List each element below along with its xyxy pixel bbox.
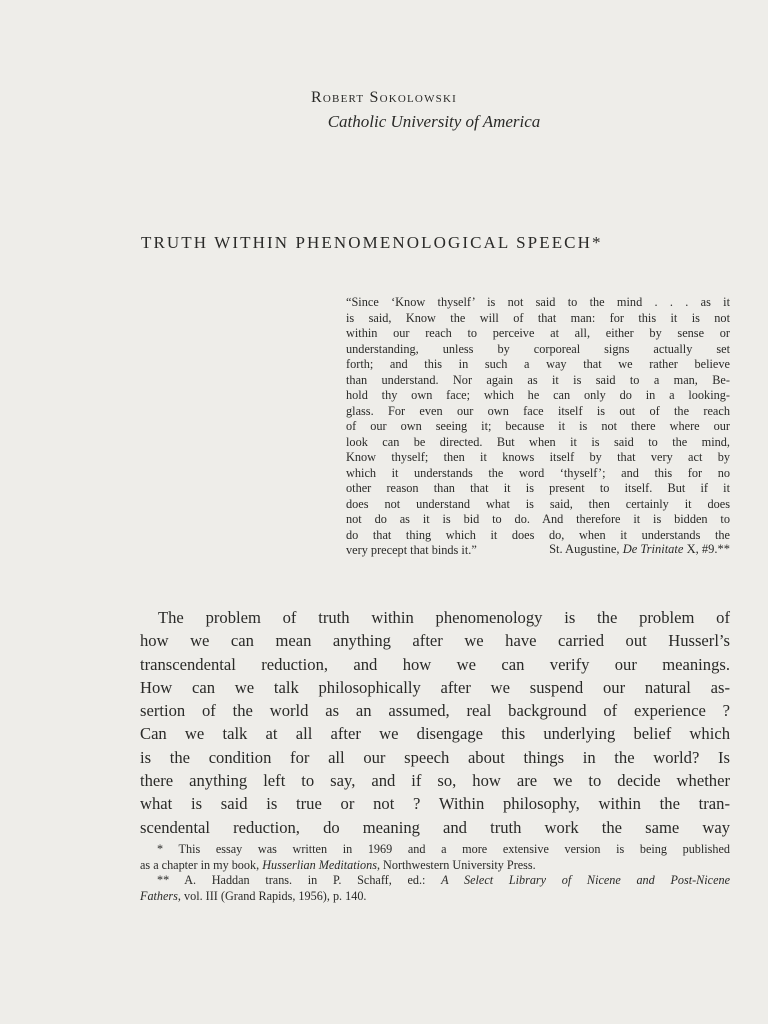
- attribution-reference: X, #9.**: [686, 542, 730, 556]
- epigraph-line: is said, Know the will of that man: for this it is not: [346, 310, 730, 325]
- body-line: what is said is true or not ? Within philosophy, within the tran-: [140, 794, 730, 814]
- epigraph-line: not do as it is bid to do. And therefore it is bidden to: [346, 512, 730, 526]
- epigraph-line: understanding, unless by corporeal signs actually set: [346, 341, 730, 356]
- footnote-1-book-title: Husserlian Meditations: [262, 857, 377, 872]
- epigraph-line: forth; and this in such a way that we rather believe: [346, 357, 730, 371]
- epigraph-line: look can be directed. But when it is said to the mind,: [346, 434, 730, 449]
- epigraph-line: than understand. Nor again as it is said to a man, Be-: [346, 372, 730, 387]
- epigraph-line: “Since ‘Know thyself’ is not said to the mind . . . as it: [346, 295, 730, 309]
- epigraph-line: which it understands the word ‘thyself’; and this for no: [346, 465, 730, 480]
- footnote-2-series-title: A Select Library of Nicene and Post-Nicene: [441, 873, 731, 887]
- footnote-2-publication: , vol. III (Grand Rapids, 1956), p. 140.: [177, 888, 367, 903]
- epigraph-attribution: [346, 541, 730, 557]
- footnote-1-line: * This essay was written in 1969 and a more extensive version is being published: [157, 842, 730, 856]
- body-line: how we can mean anything after we have carried out Husserl’s: [140, 631, 730, 651]
- body-line: sertion of the world as an assumed, real background of experience ?: [140, 701, 730, 721]
- epigraph-line: hold thy own face; which he can only do in a looking-: [346, 388, 730, 402]
- epigraph-line: do that thing which it does do, when it understands the: [346, 527, 730, 542]
- epigraph-line: does not understand what is said, then certainly it does: [346, 496, 730, 511]
- footnote-1-line: [140, 858, 730, 874]
- body-line: The problem of truth within phenomenology is the problem of: [158, 608, 730, 627]
- epigraph-line: Know thyself; then it knows itself by that very act by: [346, 450, 730, 464]
- body-line: scendental reduction, do meaning and truth work the same way: [140, 817, 730, 837]
- article-title: TRUTH WITHIN PHENOMENOLOGICAL SPEECH*: [141, 233, 603, 252]
- body-line: transcendental reduction, and how we can verify our meanings.: [140, 654, 730, 674]
- footnote-1-publisher: , Northwestern University Press.: [376, 857, 536, 872]
- body-line: How can we talk philosophically after we suspend our natural as-: [140, 677, 730, 697]
- attribution-author: St. Augustine,: [549, 542, 620, 556]
- footnote-2-line: [140, 873, 730, 889]
- epigraph-line: very precept that binds it.”: [346, 543, 477, 557]
- author-affiliation: Catholic University of America: [327, 112, 541, 131]
- epigraph-line: of our own seeing it; because it is not there where our: [346, 419, 730, 433]
- footnote-2-series-title-cont: Fathers: [140, 888, 178, 903]
- author-name: Robert Sokolowski: [311, 89, 457, 106]
- footnotes: [140, 842, 730, 904]
- footnote-1-text: as a chapter in my book,: [140, 857, 260, 872]
- body-line: Can we talk at all after we disengage this underlying belief which: [140, 724, 730, 744]
- epigraph-line: within our reach to perceive at all, either by sense or: [346, 326, 730, 340]
- epigraph-quote: [346, 295, 730, 559]
- body-line: is the condition for all our speech about things in the world? Is: [140, 747, 730, 767]
- epigraph-line: other reason than that it is present to itself. But if it: [346, 481, 730, 495]
- footnote-2-text: ** A. Haddan trans. in P. Schaff, ed.:: [157, 873, 426, 887]
- epigraph-line: glass. For even our own face itself is out of the reach: [346, 403, 730, 418]
- body-line: there anything left to say, and if so, how are we to decide whether: [140, 771, 730, 791]
- body-paragraph: [140, 606, 730, 839]
- attribution-work: De Trinitate: [622, 542, 684, 556]
- footnote-2-line: [140, 889, 730, 905]
